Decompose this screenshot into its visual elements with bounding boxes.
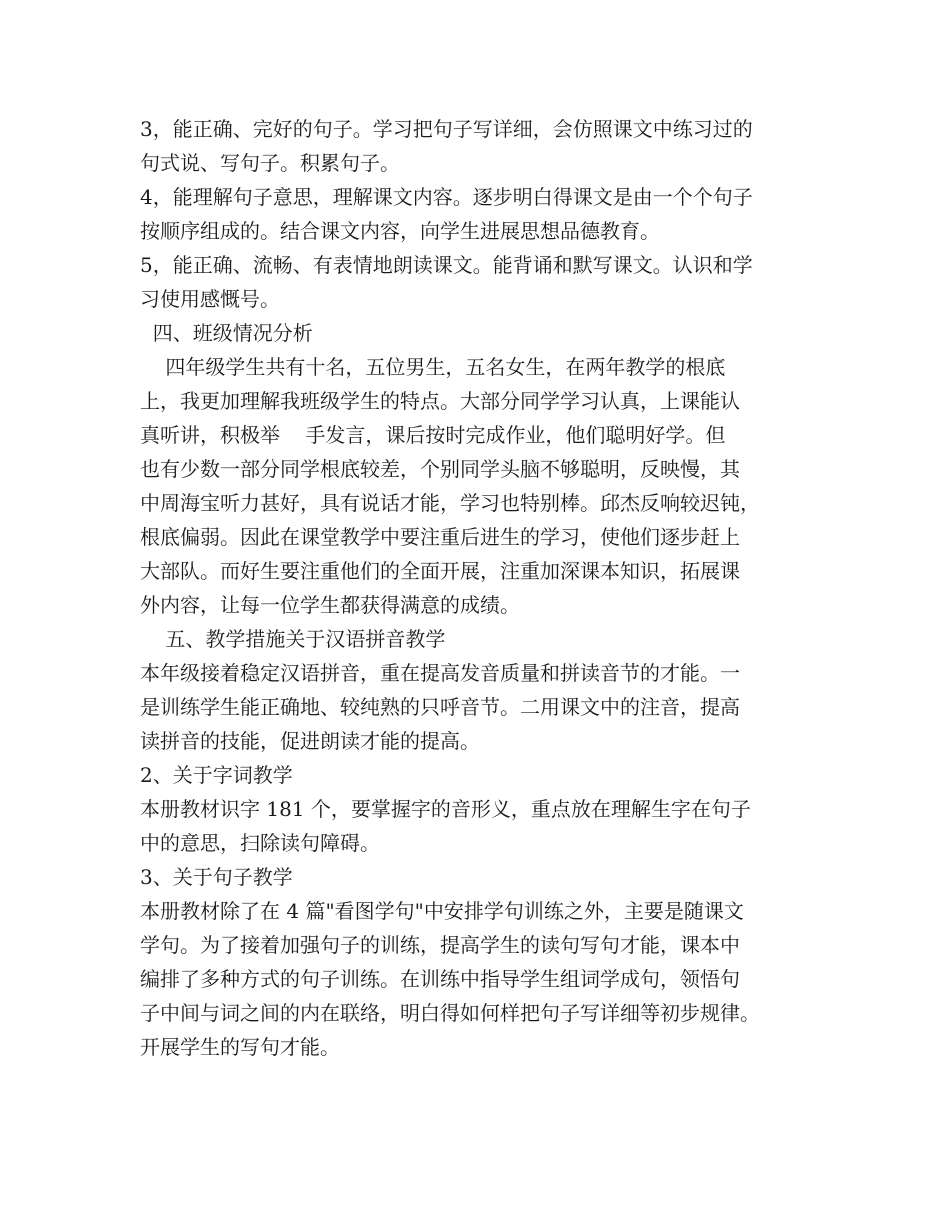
section-heading: 3、关于句子教学 [140,865,293,889]
text-line: 读拼音的技能，促进朗读才能的提高。 [140,729,480,753]
text-line: 真听讲，积极举 手发言，课后按时完成作业，他们聪明好学。但 [140,423,726,447]
text-line: 中周海宝听力甚好，具有说话才能，学习也特别棒。邱杰反响较迟钝， [140,491,760,515]
text-line: 四年级学生共有十名，五位男生，五名女生，在两年教学的根底 [140,355,726,379]
text-line: 5，能正确、流畅、有表情地朗读课文。能背诵和默写课文。认识和学 [140,253,753,277]
text-line: 习使用感慨号。 [140,287,280,311]
text-line: 是训练学生能正确地、较纯熟的只呼音节。二用课文中的注音，提高 [140,695,740,719]
text-line: 中的意思，扫除读句障碍。 [140,831,380,855]
text-line: 开展学生的写句才能。 [140,1035,340,1059]
section-heading: 2、关于字词教学 [140,763,293,787]
text-line: 本册教材除了在 4 篇"看图学句"中安排学句训练之外，主要是随课文 [140,899,744,923]
text-line: 外内容，让每一位学生都获得满意的成绩。 [140,593,520,617]
text-line: 3，能正确、完好的句子。学习把句子写详细，会仿照课文中练习过的 [140,117,753,141]
text-line: 上，我更加理解我班级学生的特点。大部分同学学习认真，上课能认 [140,389,740,413]
text-line: 编排了多种方式的句子训练。在训练中指导学生组词学成句，领悟句 [140,967,740,991]
text-line: 也有少数一部分同学根底较差，个别同学头脑不够聪明，反映慢，其 [140,457,740,481]
document-body [140,112,820,1064]
text-line: 本年级接着稳定汉语拼音，重在提高发音质量和拼读音节的才能。一 [140,661,740,685]
section-heading: 四、班级情况分析 [140,321,313,345]
text-line: 大部队。而好生要注重他们的全面开展，注重加深课本知识，拓展课 [140,559,740,583]
text-line: 子中间与词之间的内在联络，明白得如何样把句子写详细等初步规律。 [140,1001,760,1025]
section-heading: 五、教学措施关于汉语拼音教学 [140,627,446,651]
text-line: 根底偏弱。因此在课堂教学中要注重后进生的学习，使他们逐步赶上 [140,525,740,549]
text-line: 句式说、写句子。积累句子。 [140,151,400,175]
text-line: 学句。为了接着加强句子的训练，提高学生的读句写句才能，课本中 [140,933,740,957]
text-line: 按顺序组成的。结合课文内容，向学生进展思想品德教育。 [140,219,660,243]
text-line: 4，能理解句子意思，理解课文内容。逐步明白得课文是由一个个句子 [140,185,753,209]
text-line: 本册教材识字 181 个，要掌握字的音形义，重点放在理解生字在句子 [140,797,751,821]
